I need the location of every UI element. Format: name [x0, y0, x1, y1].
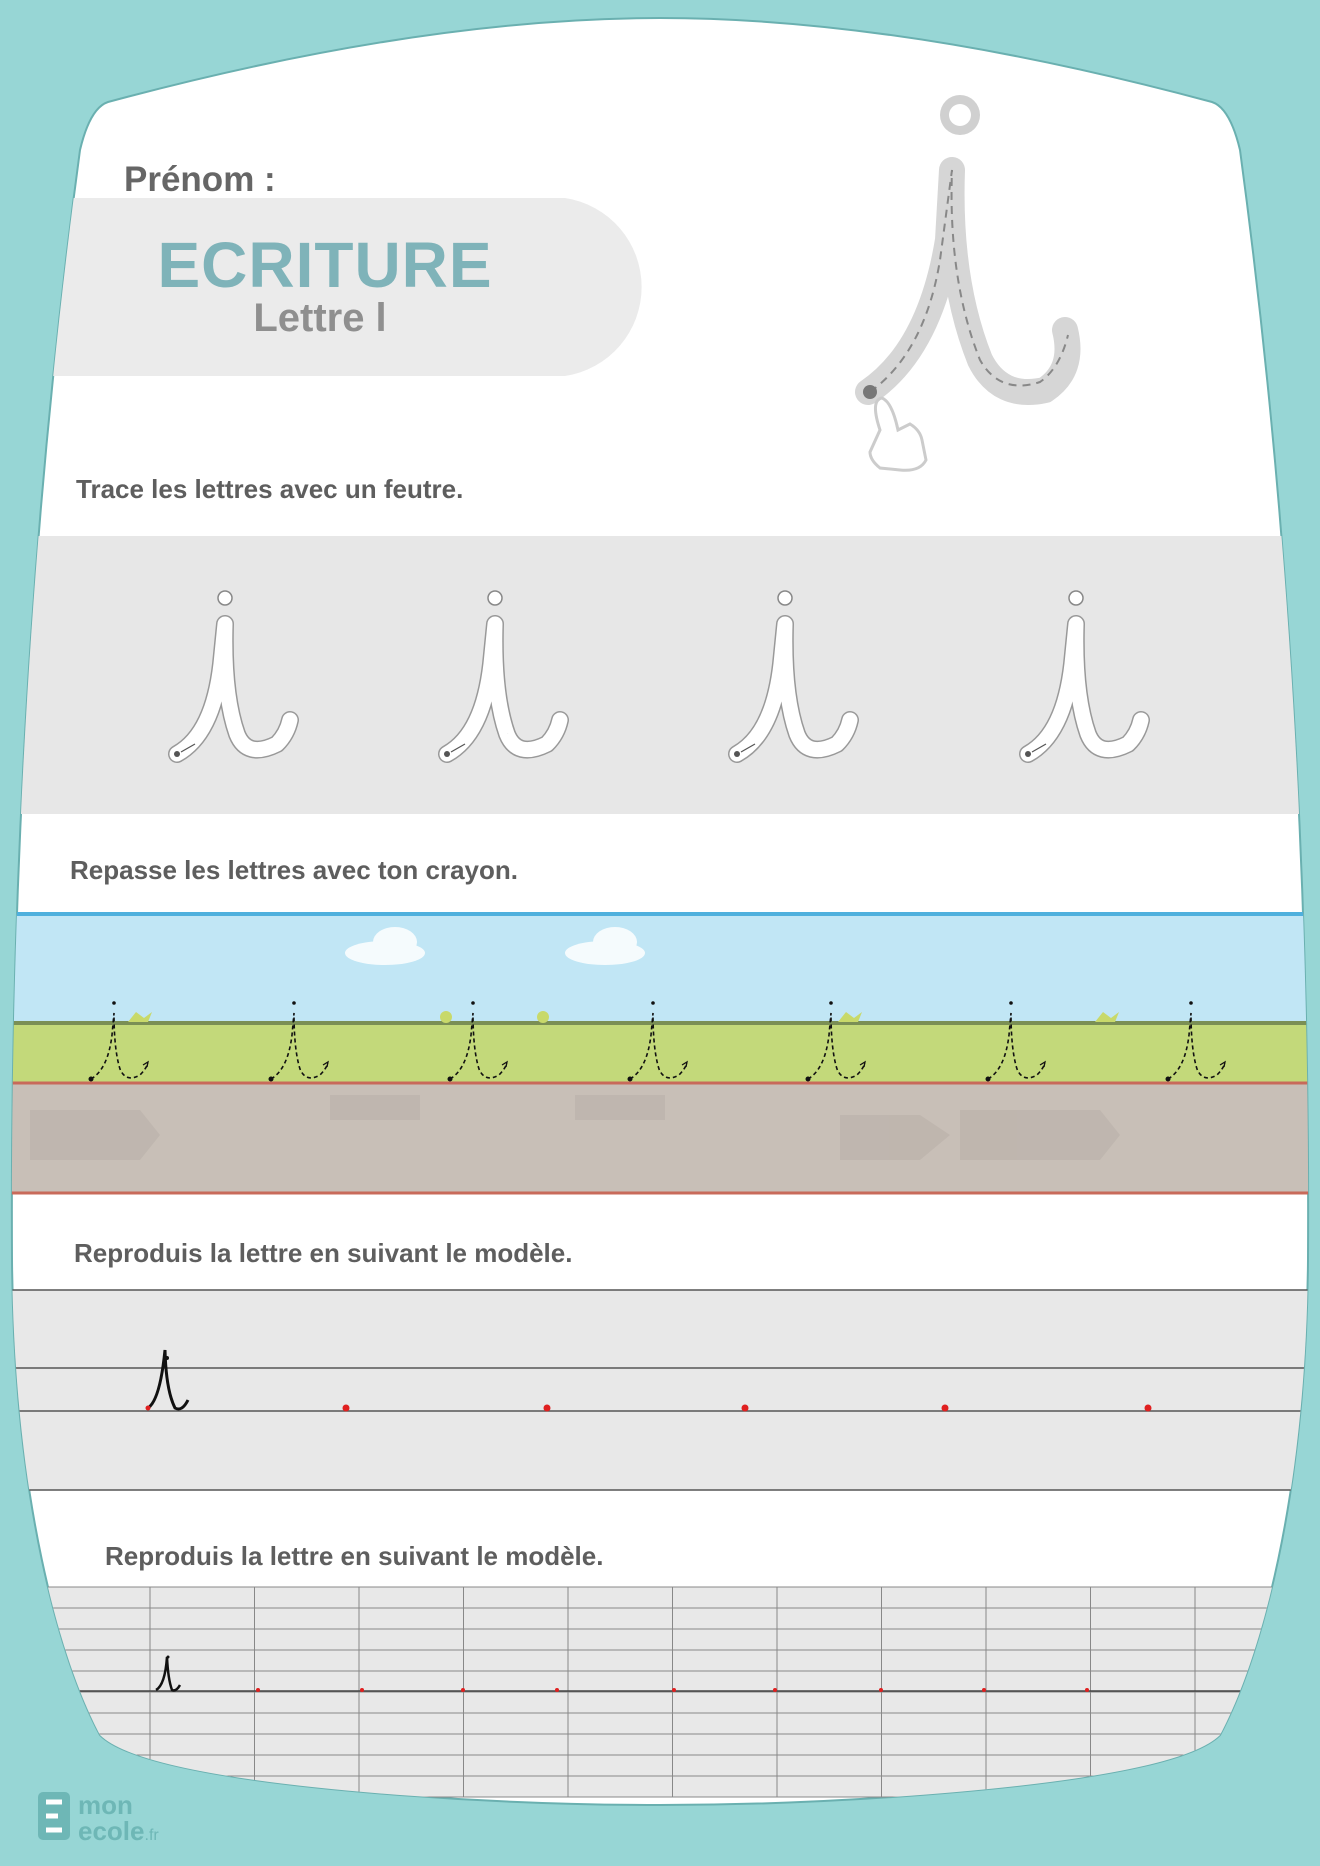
start-dot: [942, 1405, 949, 1412]
start-dot: [555, 1688, 559, 1692]
name-label: Prénom :: [124, 160, 276, 199]
start-dot: [672, 1688, 676, 1692]
start-dot: [1085, 1688, 1089, 1692]
dashed-letter-l-icon: [985, 995, 1055, 1085]
trace-letter-l-icon: [1016, 584, 1156, 774]
dashed-letter-l-icon: [88, 995, 158, 1085]
mon-ecole-logo: [36, 1786, 186, 1846]
logo-word-top: mon: [78, 1790, 133, 1820]
dashed-letter-l-icon: [447, 995, 517, 1085]
start-dot: [773, 1688, 777, 1692]
dashed-letter-l-icon: [805, 995, 875, 1085]
start-dot: [742, 1405, 749, 1412]
instruction-reproduis-1: Reproduis la lettre en suivant le modèle.: [74, 1238, 573, 1268]
logo-word-bottom: ecole: [78, 1816, 145, 1846]
start-dot: [461, 1688, 465, 1692]
grid-model-letter-icon: [156, 1656, 180, 1691]
logo-suffix: .fr: [144, 1827, 159, 1844]
instruction-reproduis-2: Reproduis la lettre en suivant le modèle.: [105, 1541, 604, 1571]
start-dot: [982, 1688, 986, 1692]
dashed-letter-l-icon: [1165, 995, 1235, 1085]
instruction-trace: Trace les lettres avec un feutre.: [76, 474, 464, 504]
instruction-repasse: Repasse les lettres avec ton crayon.: [70, 855, 519, 885]
start-dot: [256, 1688, 260, 1692]
worksheet-subtitle: Lettre l: [253, 296, 387, 340]
trace-letter-l-icon: [165, 584, 305, 774]
grid-model-area: [0, 1587, 1320, 1797]
dashed-letter-l-icon: [268, 995, 338, 1085]
start-dot: [343, 1405, 350, 1412]
trace-letter-l-icon: [435, 584, 575, 774]
trace-letter-l-icon: [725, 584, 865, 774]
ruled-model-letter-icon: [146, 1350, 189, 1411]
logo-e-icon: [36, 1790, 72, 1842]
start-dot: [879, 1688, 883, 1692]
start-dot: [1145, 1405, 1152, 1412]
dashed-letter-l-icon: [627, 995, 697, 1085]
worksheet-title: ECRITURE: [157, 229, 493, 301]
ruled-model-area: [0, 1290, 1320, 1490]
start-dot: [360, 1688, 364, 1692]
model-letter-l-icon: [840, 90, 1100, 480]
start-dot: [544, 1405, 551, 1412]
